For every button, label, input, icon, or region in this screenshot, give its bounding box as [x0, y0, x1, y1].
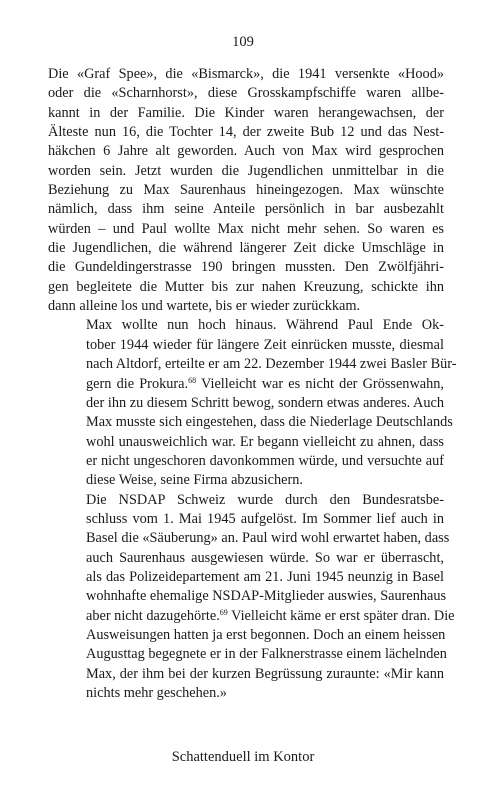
text-line: er nicht ungeschoren davonkommen würde, und versuchte auf [86, 452, 444, 469]
text-line: Älteste nun 16, die Tochter 14, der zweite Bub 12 und das Nest- [48, 124, 444, 141]
body-text [48, 65, 457, 703]
text-line: Die «Graf Spee», die «Bismarck», die 1941 versenkte «Hood» [48, 66, 444, 82]
text-line: worden sein. Jetzt wurden die Jugendlichen unmittelbar in die [48, 162, 444, 179]
text-line: kannt in der Familie. Die Kinder waren herangewachsen, der [48, 104, 444, 121]
text-line: Max wollte nun hoch hinaus. Während Paul Ende Ok- [86, 317, 444, 334]
text-line: nichts mehr geschehen.» [86, 685, 227, 701]
page-number: 109 [232, 34, 254, 50]
text-line: Ausweisungen hatten ja erst begonnen. Doch an einem heissen [86, 626, 446, 643]
text-line: Beziehung zu Max Saurenhaus hineingezogen. Max wünschte [48, 182, 444, 199]
paragraph [48, 65, 444, 316]
text-line: die Gundeldingerstrasse 190 bringen mussten. Den Zwölfjähri- [48, 259, 444, 276]
text-line: Max, der ihm bei der kurzen Begrüssung zuraunte: «Mir kann [86, 665, 444, 682]
text-line: auch Saurenhaus ausgewiesen würde. So war er überrascht, [86, 549, 444, 566]
text-line: Augusttag begegnete er in der Falknerstrasse einem lächelnden [86, 646, 447, 663]
text-line: als das Polizeidepartement am 21. Juni 1945 neunzig in Basel [86, 568, 444, 585]
text-line: nach Altdorf, erteilte er am 22. Dezember 1944 zwei Basler Bür- [86, 356, 457, 373]
paragraph [48, 316, 457, 490]
text-line: Die NSDAP Schweiz wurde durch den Bundesratsbe- [86, 491, 444, 508]
text-line: nämlich, dass ihm seine Anteile persönlich in bar ausbezahlt [48, 201, 444, 218]
footnote-reference[interactable]: 69 [219, 607, 228, 617]
text-line: oder die «Scharnhorst», diese Grosskampfschiffe waren allbe- [48, 85, 444, 102]
running-footer-title: Schattenduell im Kontor [171, 749, 315, 765]
text-line: wohnhafte ehemalige NSDAP-Mitglieder auswies, Saurenhaus [86, 588, 447, 605]
text-line: wohl unausweichlich war. Er begann vielleicht zu ahnen, dass [86, 433, 444, 450]
text-line: tober 1944 wieder für längere Zeit einrücken musste, diesmal [86, 336, 444, 353]
text-line: gern die Prokura.$^{68}$ Vielleicht war es nicht der Grössenwahn, [86, 375, 445, 392]
text-line: die Jugendlichen, die während längerer Zeit dicke Umschläge in [48, 240, 444, 257]
text-line: dann alleine los und wartete, bis er wieder zurückkam. [48, 298, 361, 315]
text-line: häkchen 6 Jahre alt geworden. Auch von Max wird gesprochen [48, 143, 444, 160]
text-line: schluss vom 1. Mai 1945 aufgelöst. Im Sommer lief auch in [86, 510, 444, 527]
text-line: würden – und Paul wollte Max nicht mehr sehen. So waren es [48, 220, 444, 237]
footnote-reference[interactable]: 68 [188, 375, 197, 385]
text-line: Basel die «Säuberung» an. Paul wird wohl erwartet haben, dass [86, 530, 450, 547]
text-line: aber nicht dazugehörte.$^{69}$ Vielleicht käme er erst später dran. Die [86, 607, 455, 624]
text-line: der ihn zu diesem Schritt bewog, sondern etwas anderes. Auch [86, 394, 444, 411]
text-line: Max musste sich eingestehen, dass die Niederlage Deutschlands [86, 414, 453, 431]
text-line: gen begleitete die Mutter bis zur nahen Kreuzung, schickte ihn [48, 278, 444, 295]
text-line: diese Weise, seine Firma abzusichern. [86, 472, 303, 489]
paragraph [48, 491, 455, 704]
